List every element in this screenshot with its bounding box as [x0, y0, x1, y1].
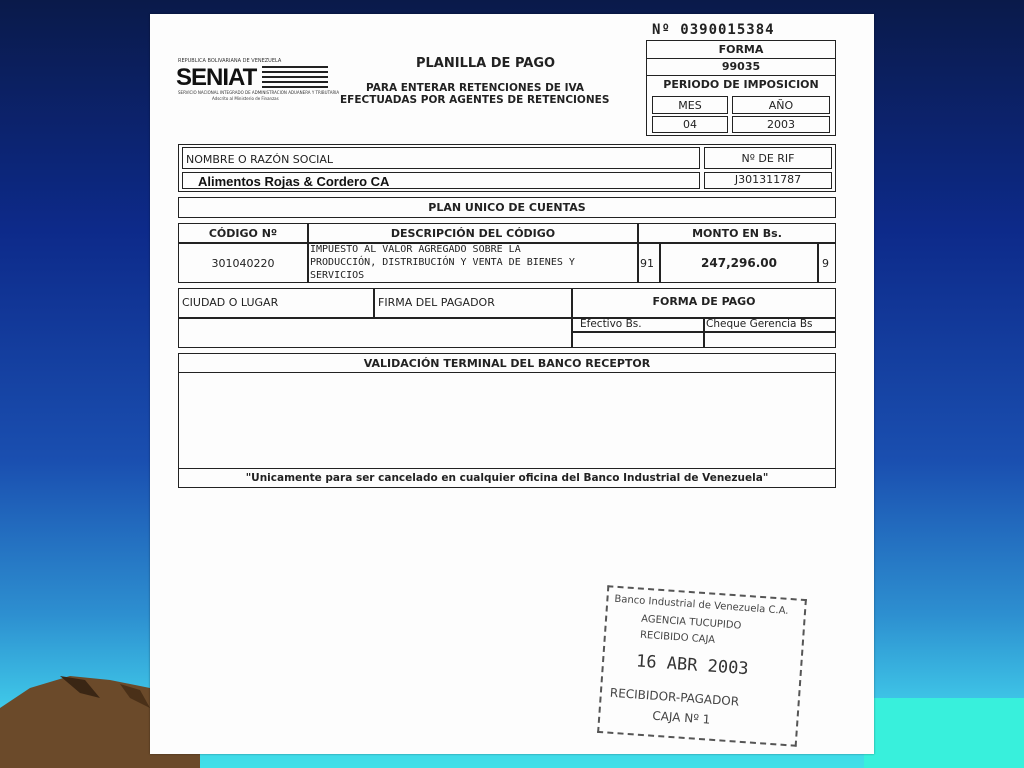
- codigo-header-label: CÓDIGO Nº: [208, 227, 278, 240]
- rif-label: Nº DE RIF: [741, 152, 795, 165]
- logo-sub2: Adscrito al Ministerio de Finanzas: [212, 96, 279, 101]
- stamp-line-5: CAJA Nº 1: [651, 708, 711, 727]
- efectivo-label: Efectivo Bs.: [580, 318, 642, 330]
- monto-value: 247,296.00: [701, 256, 777, 270]
- cheque-value-box: [704, 332, 836, 348]
- left-digits: 91: [640, 257, 654, 270]
- razon-label: NOMBRE O RAZÓN SOCIAL: [186, 153, 334, 166]
- stamp-line-4: RECIBIDOR-PAGADOR: [609, 685, 740, 709]
- forma-label: FORMA: [718, 43, 764, 56]
- anio-label: AÑO: [768, 99, 794, 112]
- forma-value: 99035: [721, 60, 761, 73]
- anio-value: 2003: [767, 118, 795, 131]
- right-digit: 9: [822, 257, 829, 270]
- document-sheet: [150, 14, 874, 754]
- subtitle-1: PARA ENTERAR RETENCIONES DE IVA: [366, 82, 585, 94]
- doc-number: Nº 0390015384: [652, 22, 775, 38]
- desc-header-label: DESCRIPCIÓN DEL CÓDIGO: [390, 227, 556, 240]
- mes-value: 04: [683, 118, 697, 131]
- stamp-line-2: AGENCIA TUCUPIDO: [640, 613, 742, 632]
- stamp-line-3: RECIBIDO CAJA: [639, 629, 716, 646]
- ciudad-label: CIUDAD O LUGAR: [182, 296, 279, 309]
- desc-line-3: SERVICIOS: [310, 270, 365, 281]
- validation-title: VALIDACIÓN TERMINAL DEL BANCO RECEPTOR: [363, 357, 651, 370]
- stamp-date: 16 ABR 2003: [635, 651, 750, 680]
- razon-value: Alimentos Rojas & Cordero CA: [198, 174, 390, 189]
- mes-label: MES: [678, 99, 702, 112]
- logo-sub1: SERVICIO NACIONAL INTEGRADO DE ADMINISTRACION ADUANERA Y TRIBUTARIA: [178, 90, 340, 95]
- ciudad-firma-body: [178, 318, 572, 348]
- cheque-label: Cheque Gerencia Bs: [706, 318, 813, 330]
- codigo-value: 301040220: [211, 257, 275, 270]
- validation-footer: "Unicamente para ser cancelado en cualquier oficina del Banco Industrial de Venezuela": [245, 472, 769, 484]
- logo-top-text: REPUBLICA BOLIVARIANA DE VENEZUELA: [178, 58, 282, 64]
- rif-value: J301311787: [734, 173, 802, 186]
- plan-title: PLAN UNICO DE CUENTAS: [428, 201, 586, 214]
- teal-decoration: [864, 698, 1024, 768]
- forma-pago-label: FORMA DE PAGO: [652, 295, 756, 308]
- bank-stamp: [597, 585, 807, 747]
- firma-label: FIRMA DEL PAGADOR: [378, 296, 495, 309]
- periodo-label: PERIODO DE IMPOSICION: [663, 78, 819, 91]
- desc-line-1: IMPUESTO AL VALOR AGREGADO SOBRE LA: [310, 244, 521, 255]
- logo-stripes: [262, 64, 328, 90]
- monto-header-label: MONTO EN Bs.: [692, 227, 782, 240]
- desc-line-2: PRODUCCIÓN, DISTRIBUCIÓN Y VENTA DE BIENES Y: [310, 257, 575, 268]
- efectivo-value-box: [572, 332, 704, 348]
- seniat-logo: SENIAT: [176, 64, 257, 91]
- page-title: PLANILLA DE PAGO: [416, 56, 556, 71]
- subtitle-2: EFECTUADAS POR AGENTES DE RETENCIONES: [340, 94, 610, 106]
- stamp-line-1: Banco Industrial de Venezuela C.A.: [614, 593, 789, 617]
